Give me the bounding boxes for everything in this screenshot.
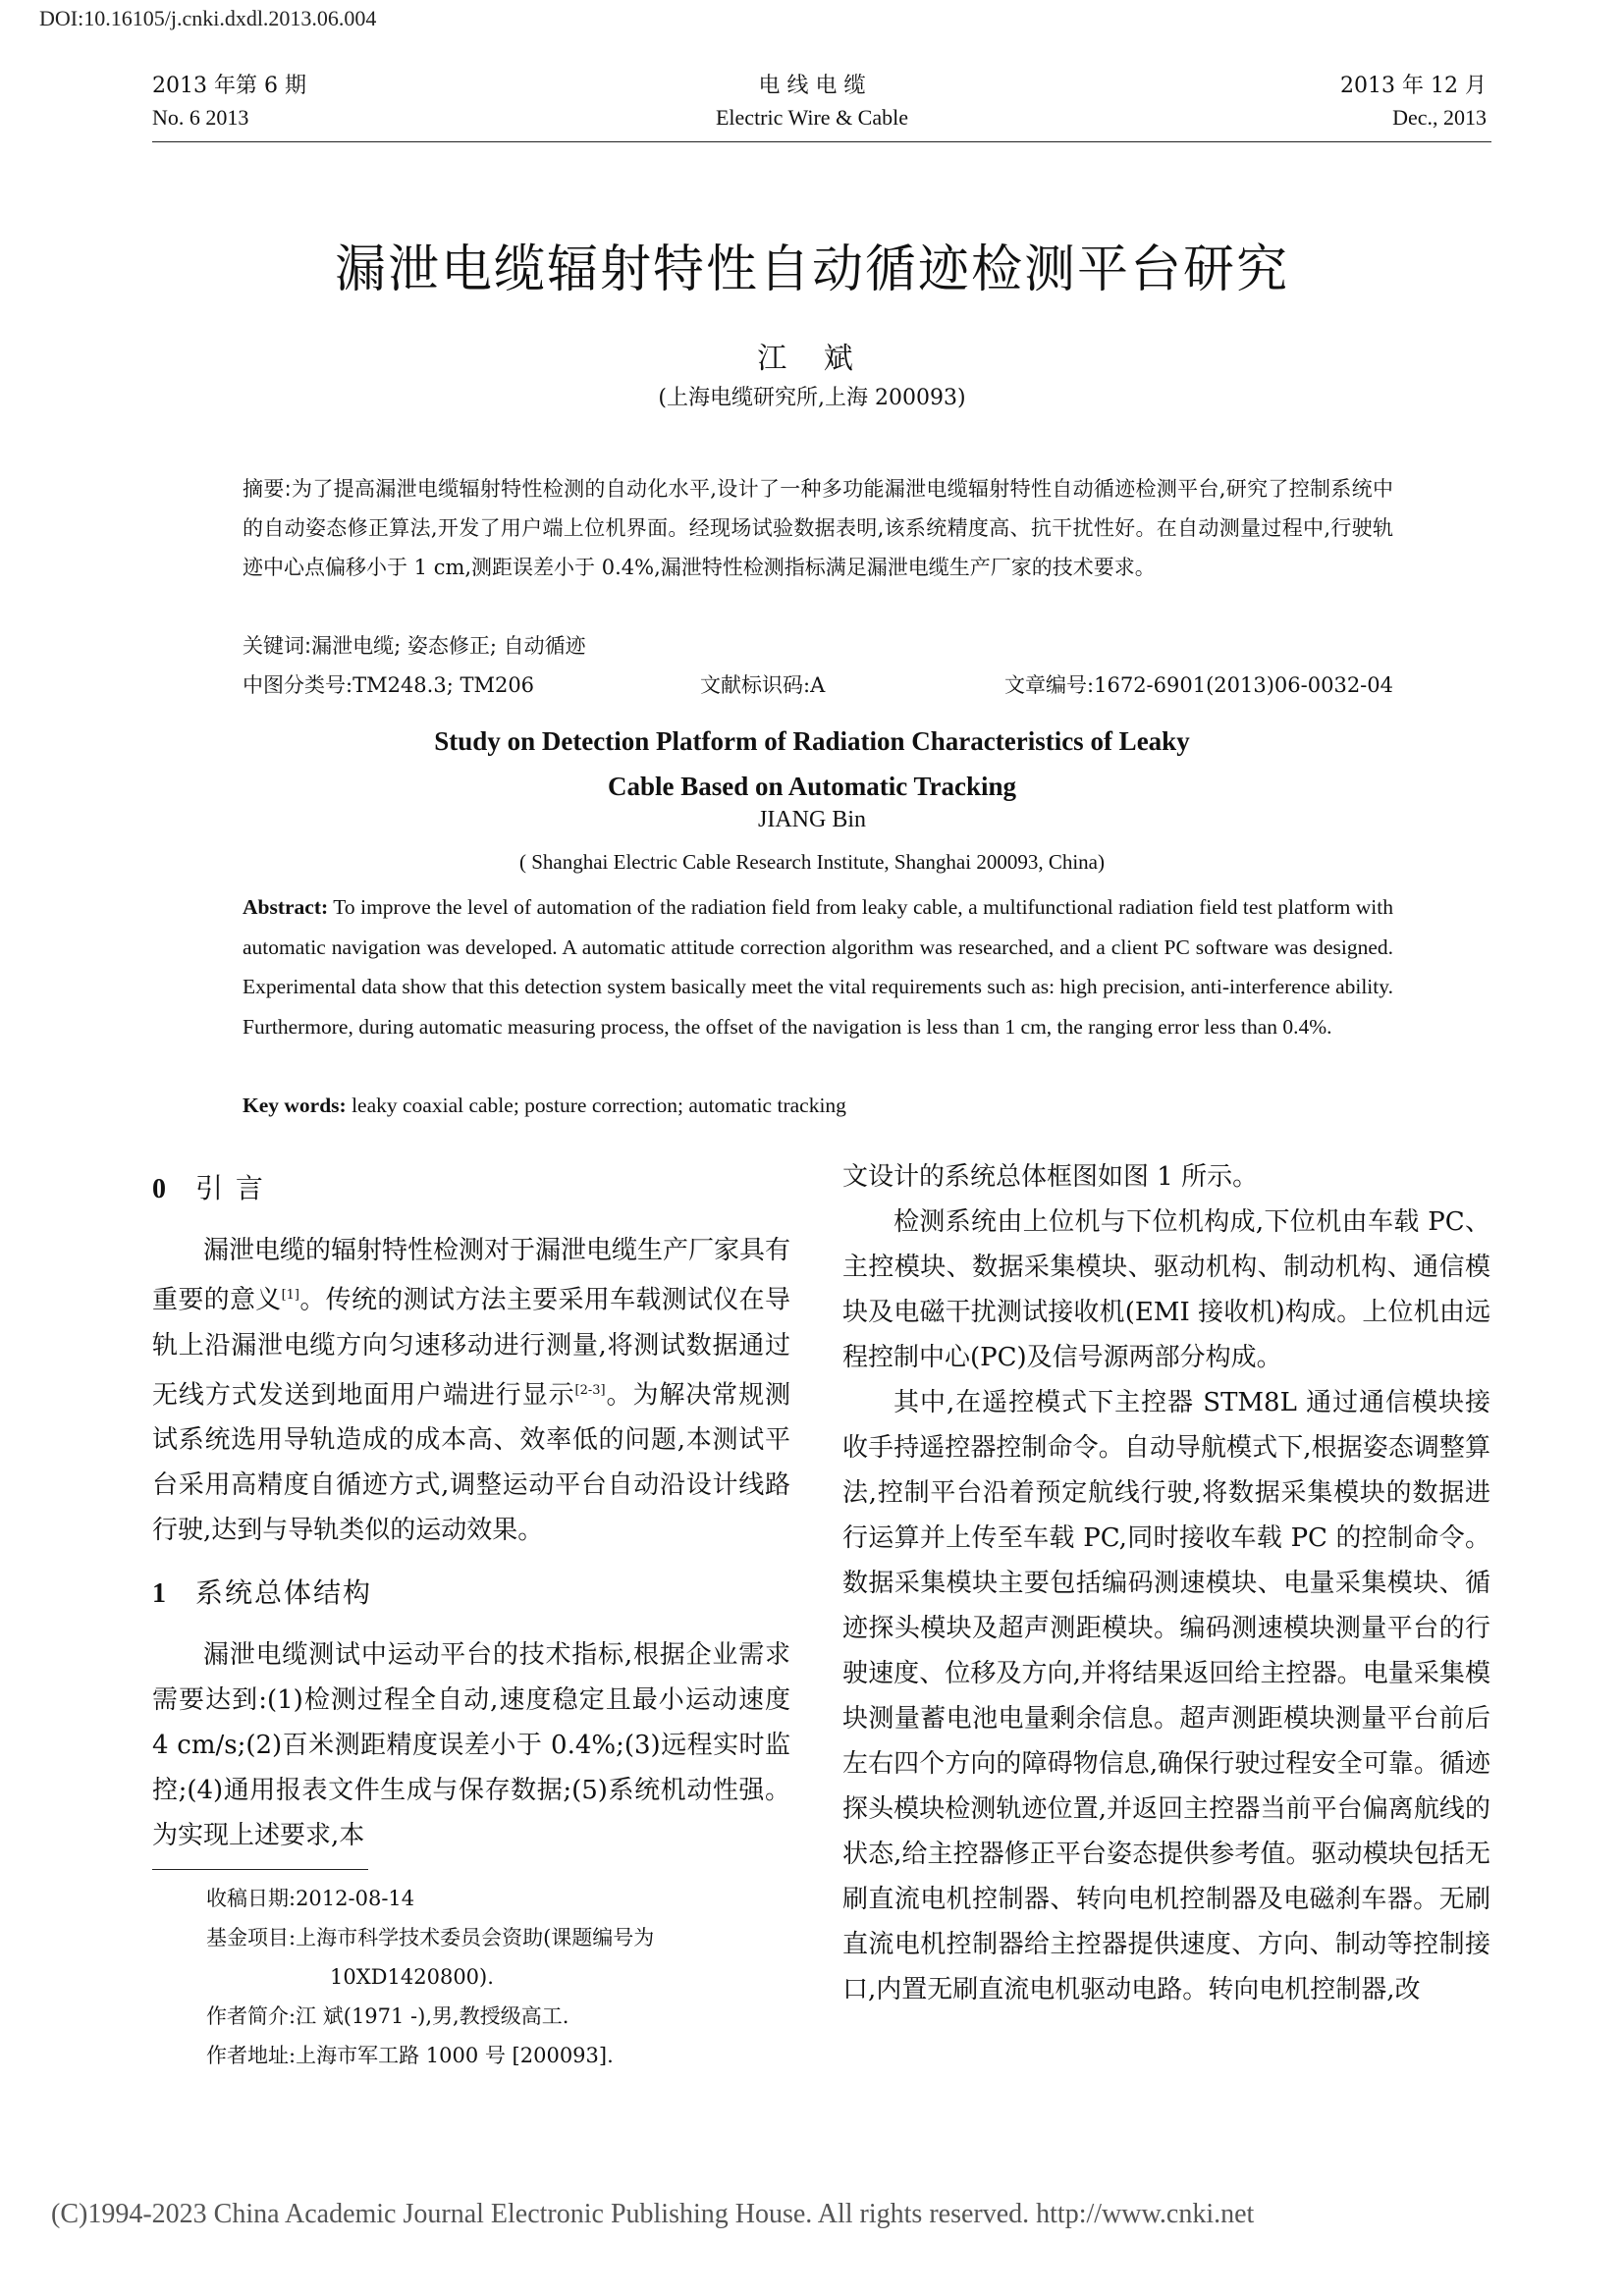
cn-abstract-label: 摘要: [243,477,292,501]
footnote-fund-1: 基金项目:上海市科学技术委员会资助(课题编号为 [206,1926,655,1949]
header-issue-cn: 2013 年第 6 期 [152,74,306,98]
section-1-title: 系统总体结构 [195,1576,373,1610]
copyright-line: (C)1994-2023 China Academic Journal Electronic Publishing House. All rights reserved. http://www.cnki.net [51,2199,1255,2229]
left-column [152,1156,790,1858]
clc-number: 中图分类号:TM248.3; TM206 [243,673,535,697]
cn-abstract [243,469,1393,587]
right-paragraph-1: 检测系统由上位机与下位机构成,下位机由车载 PC、主控模块、数据采集模块、驱动机构、制动机构、通信模块及电磁干扰测试接收机(EMI 接收机)构成。上位机由远程控制中心(PC)及信号源两部分构成。 [842,1207,1490,1372]
footnote-address: 作者地址:上海市军工路 1000 号 [200093]. [206,2044,614,2067]
header-rule [152,141,1491,142]
footnotes [206,1879,795,2075]
en-keywords-label: Key words: [243,1094,347,1117]
en-author: JIANG Bin [757,807,866,832]
en-abstract [243,887,1393,1046]
paper-affiliation: (上海电缆研究所,上海 200093) [658,386,966,410]
en-title [0,719,1624,809]
right-paragraph-2: 其中,在遥控模式下主控器 STM8L 通过通信模块接收手持遥控器控制命令。自动导航模式下,根据姿态调整算法,控制平台沿着预定航线行驶,将数据采集模块的数据进行运算并上传至车载 PC,同时接收车载 PC 的控制命令。数据采集模块主要包括编码测速模块、电量采集模块、循迹探头模块及超声测距模块。编码测速模块测量平台的行驶速度、位移及方向,并将结果返回给主控器。电量采集模块测量蓄电池电量剩余信息。超声测距模块测量平台前后左右四个方向的障碍物信息,确保行驶过程安全可靠。循迹探头模块检测轨迹位置,并返回主控器当前平台偏离航线的状态,给主控器修正平台姿态提供参考值。驱动模块包括无刷直流电机控制器、转向电机控制器及电磁刹车器。无刷直流电机控制器给主控器提供速度、方向、制动等控制接口,内置无刷直流电机驱动电路。转向电机控制器,改 [842,1388,1490,2004]
section-1-heading [152,1571,790,1617]
cn-keywords-label: 关键词: [243,634,312,658]
header-date-cn: 2013 年 12 月 [1340,74,1487,98]
en-abstract-text: To improve the level of automation of the radiation field from leaky cable, a multifunctional radiation field test platform with automatic navigation was developed. A automatic attitude correction algorithm was researched, and a client PC software was designed. Experimental data show that this detection system basically meet the vital requirements such as: high precision, anti-interference ability. Furthermore, during automatic measuring process, the offset of the navigation is less than 1 cm, the ranging error less than 0.4%. [243,895,1393,1039]
document-code: 文献标识码:A [700,673,826,697]
section-1-paragraph: 漏泄电缆测试中运动平台的技术指标,根据企业需求需要达到:(1)检测过程全自动,速度稳定且最小运动速度 4 cm/s;(2)百米测距精度误差小于 0.4%;(3)远程实时监控;(4)通用报表文件生成与保存数据;(5)系统机动性强。为实现上述要求,本 [152,1640,790,1851]
en-abstract-label: Abstract: [243,895,329,919]
cn-keywords [243,626,586,666]
footnote-fund-2: 10XD1420800). [330,1965,494,1989]
intro-text-b: 。传统的测试方法主要采用车载测试仪在导轨上沿漏泄电缆方向匀速移动进行测量,将测试数据通过无线方式发送到地面用户端进行显示 [152,1285,790,1411]
cn-keywords-text: 漏泄电缆; 姿态修正; 自动循迹 [311,634,586,658]
intro-paragraph [152,1228,790,1553]
article-number: 文章编号:1672-6901(2013)06-0032-04 [1004,673,1393,697]
footnote-bio: 作者简介:江 斌(1971 -),男,教授级高工. [206,2004,569,2028]
paper-author: 江 斌 [757,342,867,376]
en-keywords [243,1086,846,1125]
en-affiliation: ( Shanghai Electric Cable Research Institute, Shanghai 200093, China) [518,850,1105,874]
footnote-received: 收稿日期:2012-08-14 [206,1887,415,1910]
doi-line: DOI:10.16105/j.cnki.dxdl.2013.06.004 [39,6,377,30]
right-continuation: 文设计的系统总体框图如图 1 所示。 [842,1162,1259,1192]
en-title-line2: Cable Based on Automatic Tracking [607,772,1017,801]
section-0-heading [152,1166,790,1212]
header-date-en: Dec., 2013 [1392,105,1487,130]
section-0-title: 引 言 [195,1172,265,1204]
intro-text-a: 漏泄电缆的辐射特性检测对于漏泄电缆生产厂家具有重要的意义 [152,1236,791,1315]
header-date [1340,71,1487,133]
cn-abstract-text: 为了提高漏泄电缆辐射特性检测的自动化水平,设计了一种多功能漏泄电缆辐射特性自动循迹检测平台,研究了控制系统中的自动姿态修正算法,开发了用户端上位机界面。经现场试验数据表明,该系统精度高、抗干扰性好。在自动测量过程中,行驶轨迹中心点偏移小于 1 cm,测距误差小于 0.4%,漏泄特性检测指标满足漏泄电缆生产厂家的技术要求。 [243,477,1393,579]
intro-text-c: 。为解决常规测试系统选用导轨造成的成本高、效率低的问题,本测试平台采用高精度自循迹方式,调整运动平台自动沿设计线路行驶,达到与导轨类似的运动效果。 [152,1380,790,1546]
section-1-number: 1 [152,1578,168,1610]
header-journal-en: Electric Wire & Cable [715,105,908,130]
header-journal-cn: 电 线 电 缆 [758,74,866,98]
header-issue-en: No. 6 2013 [152,105,249,130]
citation-2-3: [2-3] [574,1382,606,1398]
en-keywords-text: leaky coaxial cable; posture correction; automatic tracking [346,1094,846,1117]
paper-title: 漏泄电缆辐射特性自动循迹检测平台研究 [334,240,1289,299]
section-0-number: 0 [152,1174,168,1204]
citation-1: [1] [281,1288,299,1303]
en-title-line1: Study on Detection Platform of Radiation Characteristics of Leaky [434,726,1190,756]
footnote-rule [152,1869,368,1870]
right-column [842,1154,1490,2012]
